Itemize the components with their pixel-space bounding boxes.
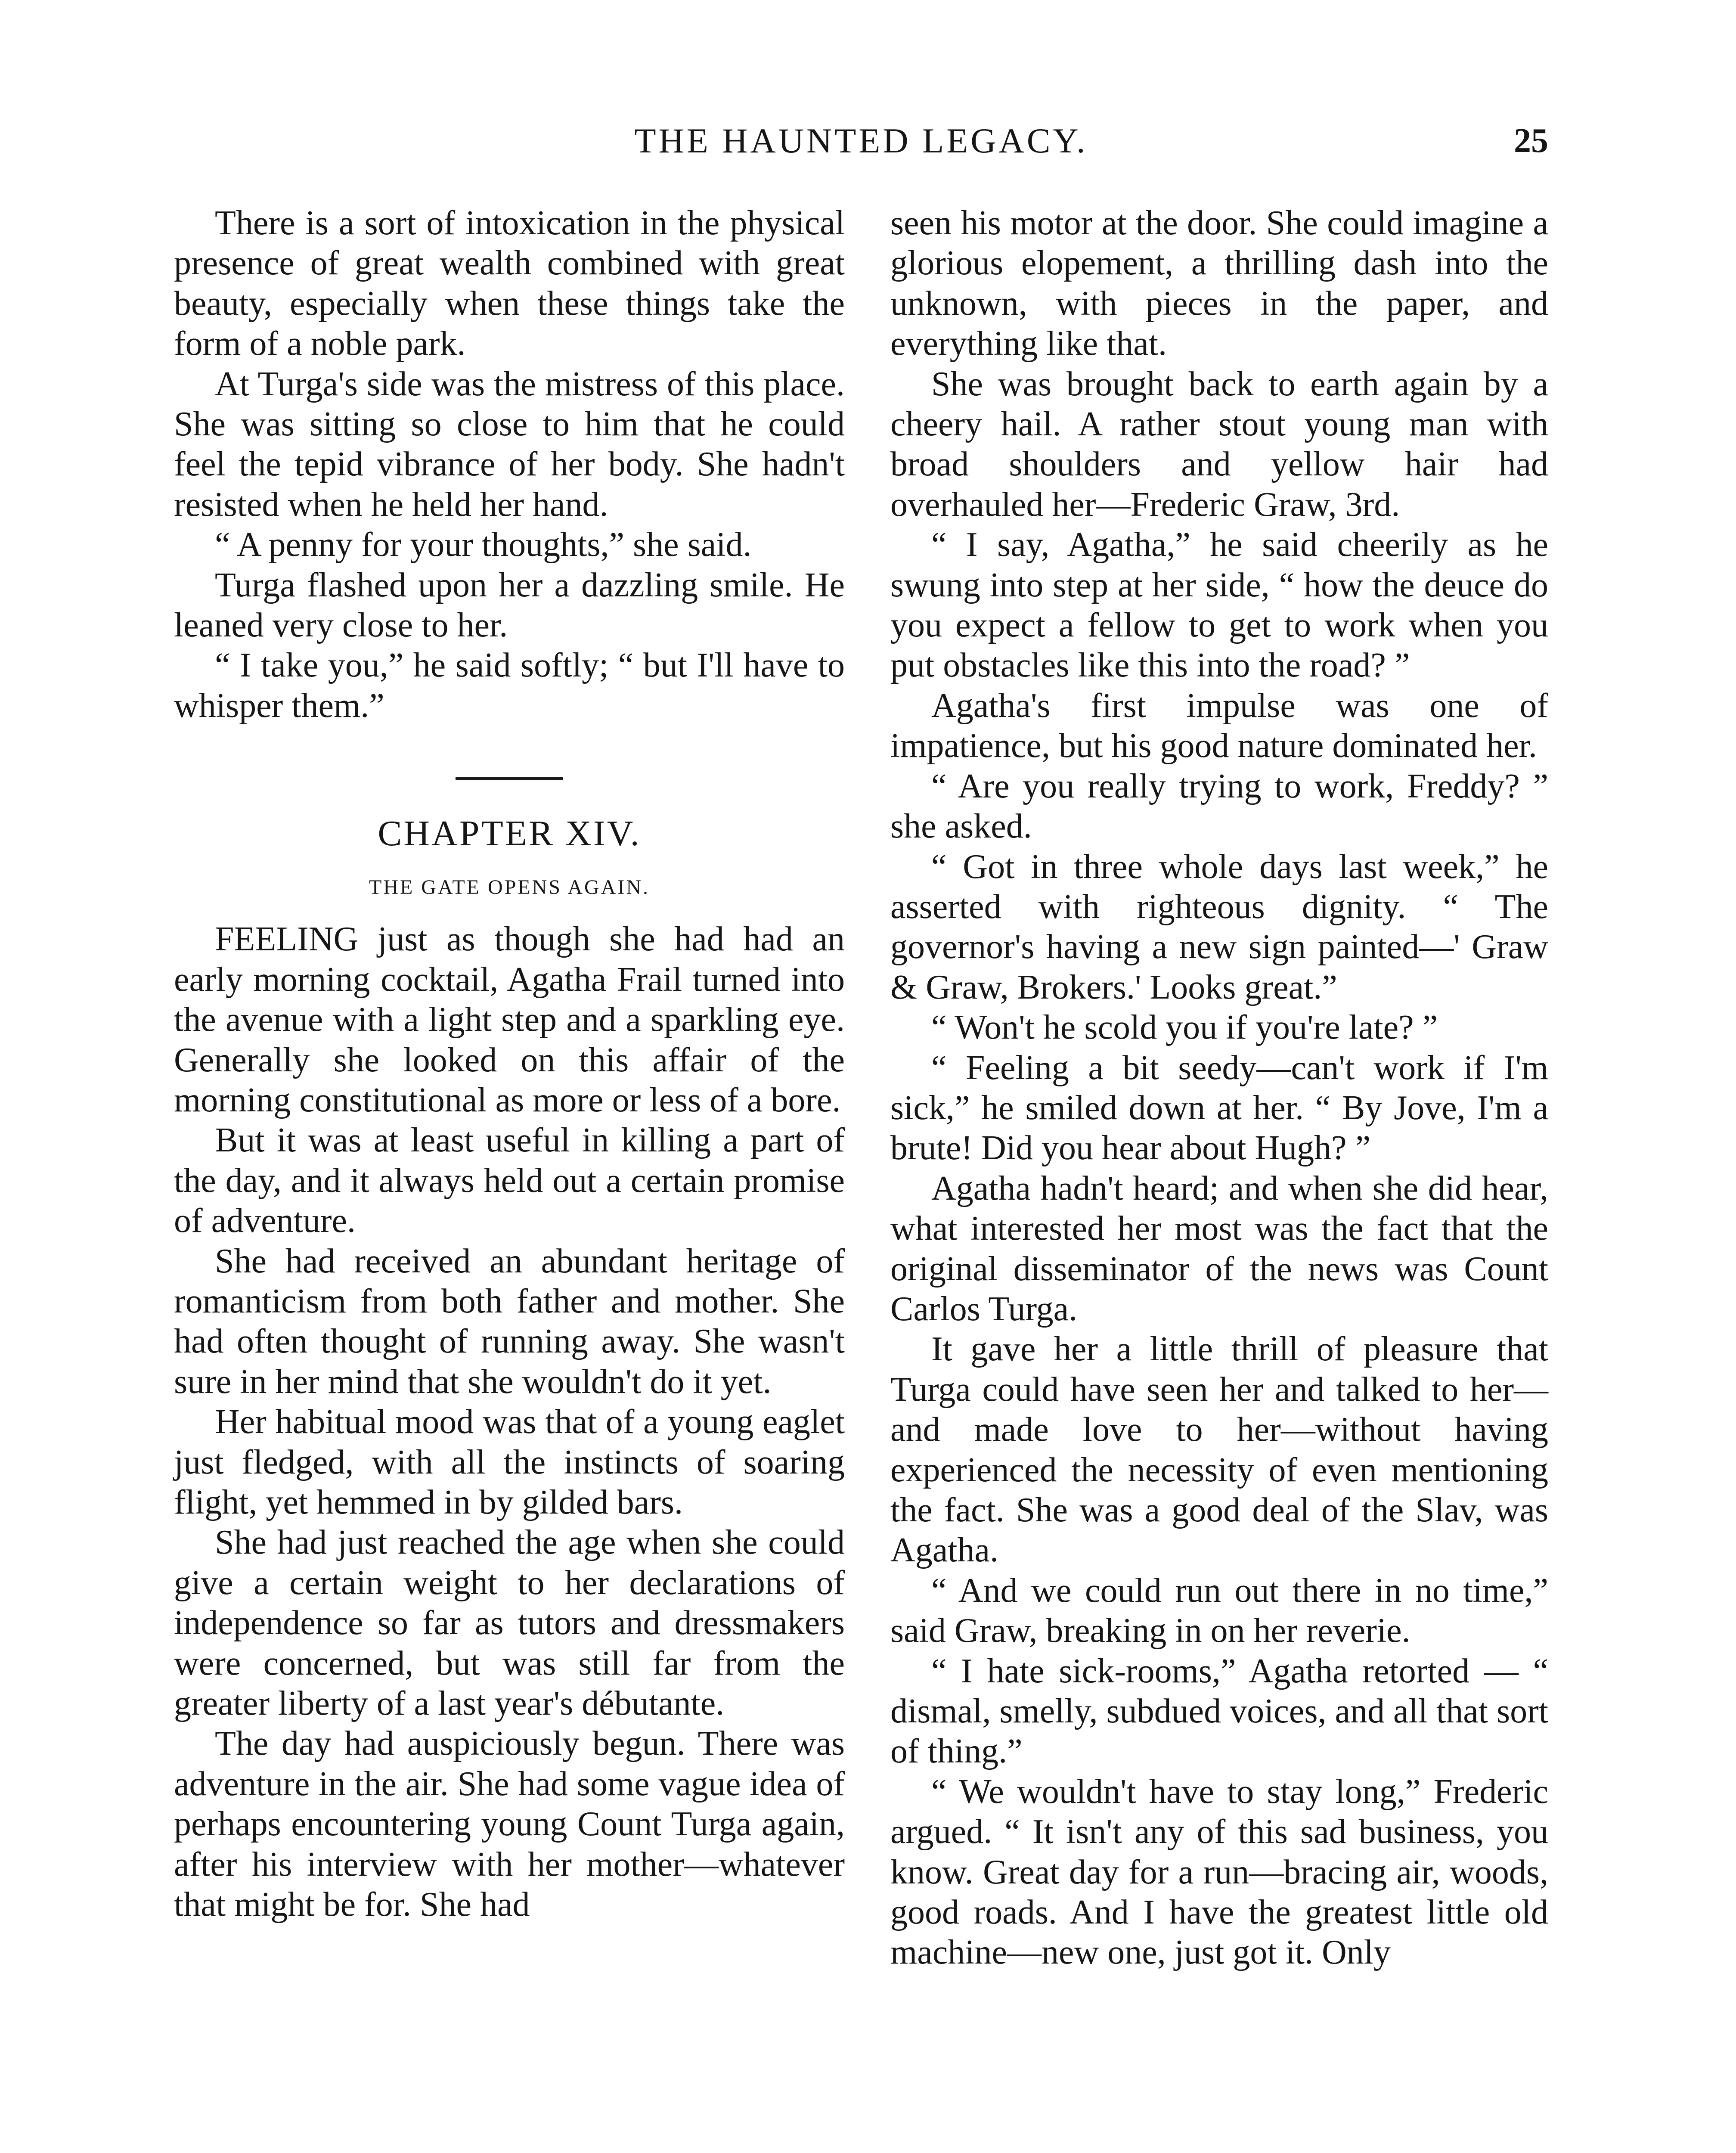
paragraph: There is a sort of intoxication in the physical presence of great wealth combined with great beauty, especially when these things take the form of a noble park. [174, 204, 845, 363]
running-header [174, 117, 1548, 164]
chapter-subtitle: THE GATE OPENS AGAIN. [369, 876, 650, 899]
paragraph: “ I hate sick-rooms,” Agatha retorted — “ dismal, smelly, subdued voices, and all that sort of thing.” [890, 1652, 1548, 1771]
paragraph: “ Are you really trying to work, Freddy? ” she asked. [890, 767, 1548, 846]
paragraph: “ I take you,” he said softly; “ but I'll have to whisper them.” [174, 646, 845, 725]
paragraph: Agatha's first impulse was one of impatience, but his good nature dominated her. [890, 686, 1548, 765]
section-divider-rule [456, 777, 563, 780]
paragraph: “ And we could run out there in no time,” said Graw, breaking in on her reverie. [890, 1571, 1548, 1650]
paragraph: “ Got in three whole days last week,” he asserted with righteous dignity. “ The governor's having a new sign painted—' Graw & Graw, Brokers.' Looks great.” [890, 847, 1548, 1006]
paragraph-continuation: seen his motor at the door. She could imagine a glorious elopement, a thrilling dash into the unknown, with pieces in the paper, and everything like that. [890, 204, 1548, 363]
paragraph: Turga flashed upon her a dazzling smile. He leaned very close to her. [174, 566, 845, 645]
paragraph: “ We wouldn't have to stay long,” Frederic argued. “ It isn't any of this sad business, you know. Great day for a run—bracing air, woods, good roads. And I have the greatest little old machine—new one, just got it. Only [890, 1772, 1548, 1972]
page-number: 25 [1514, 122, 1548, 160]
paragraph: She had received an abundant heritage of romanticism from both father and mother. She had often thought of running away. She wasn't sure in her mind that she wouldn't do it yet. [174, 1242, 845, 1401]
chapter-heading: CHAPTER XIV. [378, 813, 641, 854]
paragraph: It gave her a little thrill of pleasure that Turga could have seen her and talked to her—and made love to her—without having experienced the necessity of even mentioning the fact. She was a good deal of the Slav, was Agatha. [890, 1330, 1548, 1570]
paragraph: She was brought back to earth again by a cheery hail. A rather stout young man with broad shoulders and yellow hair had overhauled her—Frederic Graw, 3rd. [890, 365, 1548, 524]
left-column [174, 203, 845, 1925]
paragraph: Agatha hadn't heard; and when she did hear, what interested her most was the fact that the original disseminator of the news was Count Carlos Turga. [890, 1169, 1548, 1328]
right-column [890, 203, 1548, 1973]
paragraph: “ Feeling a bit seedy—can't work if I'm sick,” he smiled down at her. “ By Jove, I'm a brute! Did you hear about Hugh? ” [890, 1049, 1548, 1167]
paragraph: But it was at least useful in killing a part of the day, and it always held out a certain promise of adventure. [174, 1121, 845, 1240]
paragraph: “ A penny for your thoughts,” she said. [215, 526, 752, 564]
running-title: THE HAUNTED LEGACY. [634, 121, 1088, 160]
paragraph: “ Won't he scold you if you're late? ” [931, 1008, 1438, 1047]
paragraph: FEELING just as though she had had an early morning cocktail, Agatha Frail turned into the avenue with a light step and a sparkling eye. Generally she looked on this affair of the morning constitutional as more or less of a bore. [174, 920, 845, 1119]
paragraph: At Turga's side was the mistress of this place. She was sitting so close to him that he could feel the tepid vibrance of her body. She hadn't resisted when he held her hand. [174, 365, 845, 524]
paragraph: The day had auspiciously begun. There was adventure in the air. She had some vague idea of perhaps encountering young Count Turga again, after his interview with her mother—whatever that might be for. She had [174, 1725, 845, 1924]
paragraph: Her habitual mood was that of a young eaglet just fledged, with all the instincts of soaring flight, yet hemmed in by gilded bars. [174, 1403, 845, 1521]
paragraph: She had just reached the age when she could give a certain weight to her declarations of independence so far as tutors and dressmakers were concerned, but was still far from the greater liberty of a last year's débutante. [174, 1523, 845, 1722]
paragraph: “ I say, Agatha,” he said cheerily as he swung into step at her side, “ how the deuce do you expect a fellow to get to work when you put obstacles like this into the road? ” [890, 526, 1548, 685]
